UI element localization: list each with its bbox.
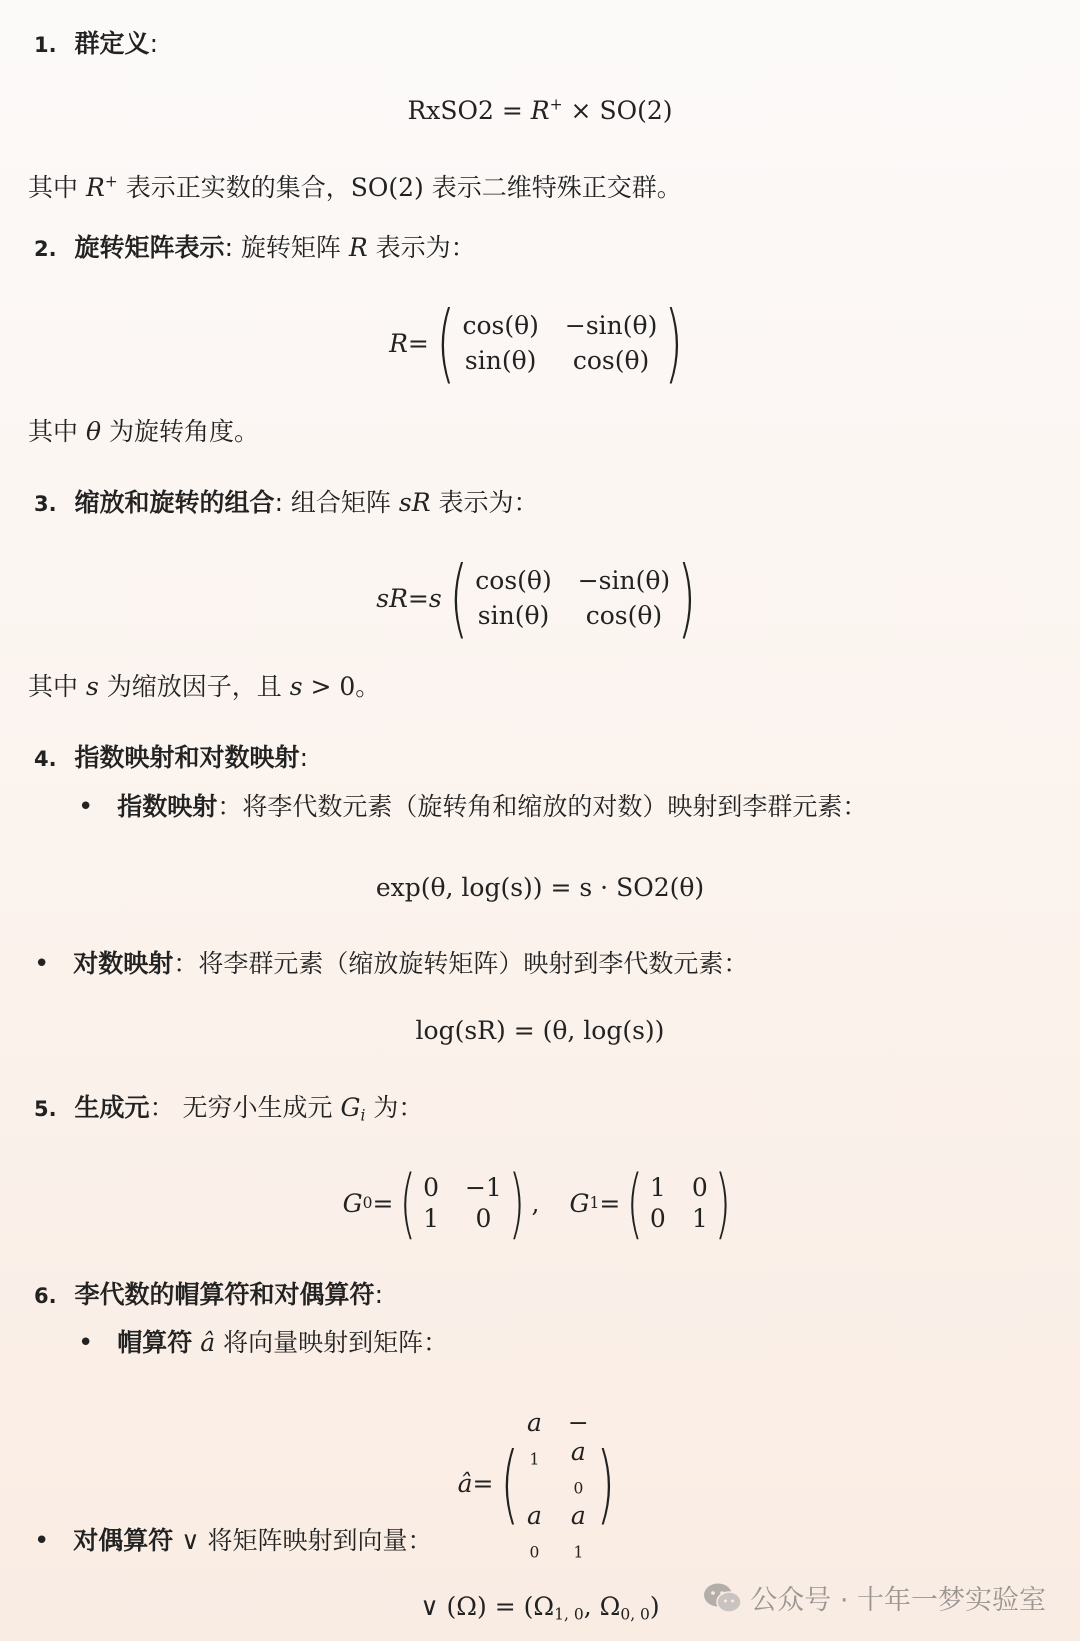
equation-log-map: log(sR) = (θ, log(s))	[415, 1016, 665, 1045]
right-paren: )	[508, 1158, 525, 1247]
matrix: cos(θ) −sin(θ) sin(θ) cos(θ)	[462, 311, 658, 375]
section-3-heading: 3. 缩放和旋转的组合: 组合矩阵 sR 表示为：	[34, 488, 539, 517]
left-paren: (	[400, 1158, 417, 1247]
watermark	[702, 1578, 1046, 1622]
list-number: 5.	[34, 1097, 57, 1121]
bullet-hat-operator: • 帽算符 â 将向量映射到矩阵：	[78, 1328, 449, 1358]
paragraph-rotation-angle: 其中 θ 为旋转角度。	[28, 417, 259, 446]
matrix-G0: 0 −1 1 0	[423, 1173, 502, 1233]
left-paren: (	[436, 293, 455, 393]
section-title: 群定义	[74, 29, 150, 58]
paragraph-scale-factor: 其中 s 为缩放因子，且 s > 0。	[28, 672, 381, 701]
list-number: 3.	[34, 492, 57, 516]
section-title: 李代数的帽算符和对偶算符	[74, 1280, 375, 1309]
section-1-heading	[34, 24, 158, 60]
bullet-dot: •	[78, 792, 94, 822]
equation-group-definition: RxSO2 = R+ × SO(2)	[407, 95, 673, 125]
equation-exp-map: exp(θ, log(s)) = s · SO2(θ)	[375, 873, 705, 902]
section-title: 缩放和旋转的组合	[74, 488, 275, 517]
right-paren: )	[664, 293, 684, 393]
list-number: 1.	[34, 33, 57, 57]
right-paren: )	[714, 1158, 731, 1247]
equation-scaled-rotation: sR = s ( cos(θ) −sin(θ) sin(θ) cos(θ) )	[376, 548, 697, 648]
bullet-dot: •	[34, 949, 50, 979]
left-paren: (	[449, 548, 468, 648]
matrix-hat: a $_1$ − a $_0$ a $_0$ a $_1$	[527, 1408, 589, 1562]
matrix: cos(θ) −sin(θ) sin(θ) cos(θ)	[475, 566, 671, 630]
bullet-dot: •	[34, 1526, 50, 1556]
list-number: 4.	[34, 747, 57, 771]
section-title: 指数映射和对数映射	[74, 743, 300, 772]
bullet-dot: •	[78, 1328, 94, 1358]
section-title: 生成元	[74, 1093, 150, 1122]
equation-rotation-matrix: R = ( cos(θ) −sin(θ) sin(θ) cos(θ) )	[389, 293, 684, 393]
colon: :	[149, 29, 158, 58]
paragraph-group-explanation: 其中 R+ 表示正实数的集合，SO(2) 表示二维特殊正交群。	[28, 172, 682, 202]
equation-generators: G 0 = ( 0 −1 1 0 ) , G 1 = ( 1 0 0 1 )	[342, 1158, 731, 1247]
left-paren: (	[626, 1158, 644, 1247]
list-number: 2.	[34, 237, 57, 261]
right-paren: )	[596, 1433, 615, 1534]
section-5-heading: 5. 生成元： 无穷小生成元 $G_i$ 为：	[34, 1093, 424, 1125]
left-paren: (	[500, 1433, 520, 1534]
bullet-exp-map: • 指数映射：将李代数元素（旋转角和缩放的对数）映射到李群元素：	[78, 792, 868, 822]
matrix-G1: 1 0 0 1	[649, 1173, 708, 1233]
wechat-icon	[702, 1581, 744, 1622]
watermark-text: 公众号 · 十年一梦实验室	[750, 1585, 1046, 1616]
equation-hat: â = ( a $_1$ − a $_0$ a $_0$ a $_1$ )	[457, 1408, 615, 1562]
section-2-heading: 2. 旋转矩阵表示: 旋转矩阵 R 表示为：	[34, 233, 476, 262]
bullet-log-map: • 对数映射：将李群元素（缩放旋转矩阵）映射到李代数元素：	[34, 949, 749, 979]
section-4-heading: 4. 指数映射和对数映射:	[34, 743, 308, 772]
equation-vee: ∨ $(\Omega) = (\Omega_{1, 0}$, $\Omega_{0, 0}$)	[420, 1592, 660, 1624]
list-number: 6.	[34, 1284, 57, 1308]
right-paren: )	[677, 548, 697, 648]
section-6-heading: 6. 李代数的帽算符和对偶算符:	[34, 1280, 383, 1309]
section-title: 旋转矩阵表示	[74, 233, 225, 262]
bullet-vee-operator: • 对偶算符 ∨ 将矩阵映射到向量：	[34, 1526, 433, 1556]
